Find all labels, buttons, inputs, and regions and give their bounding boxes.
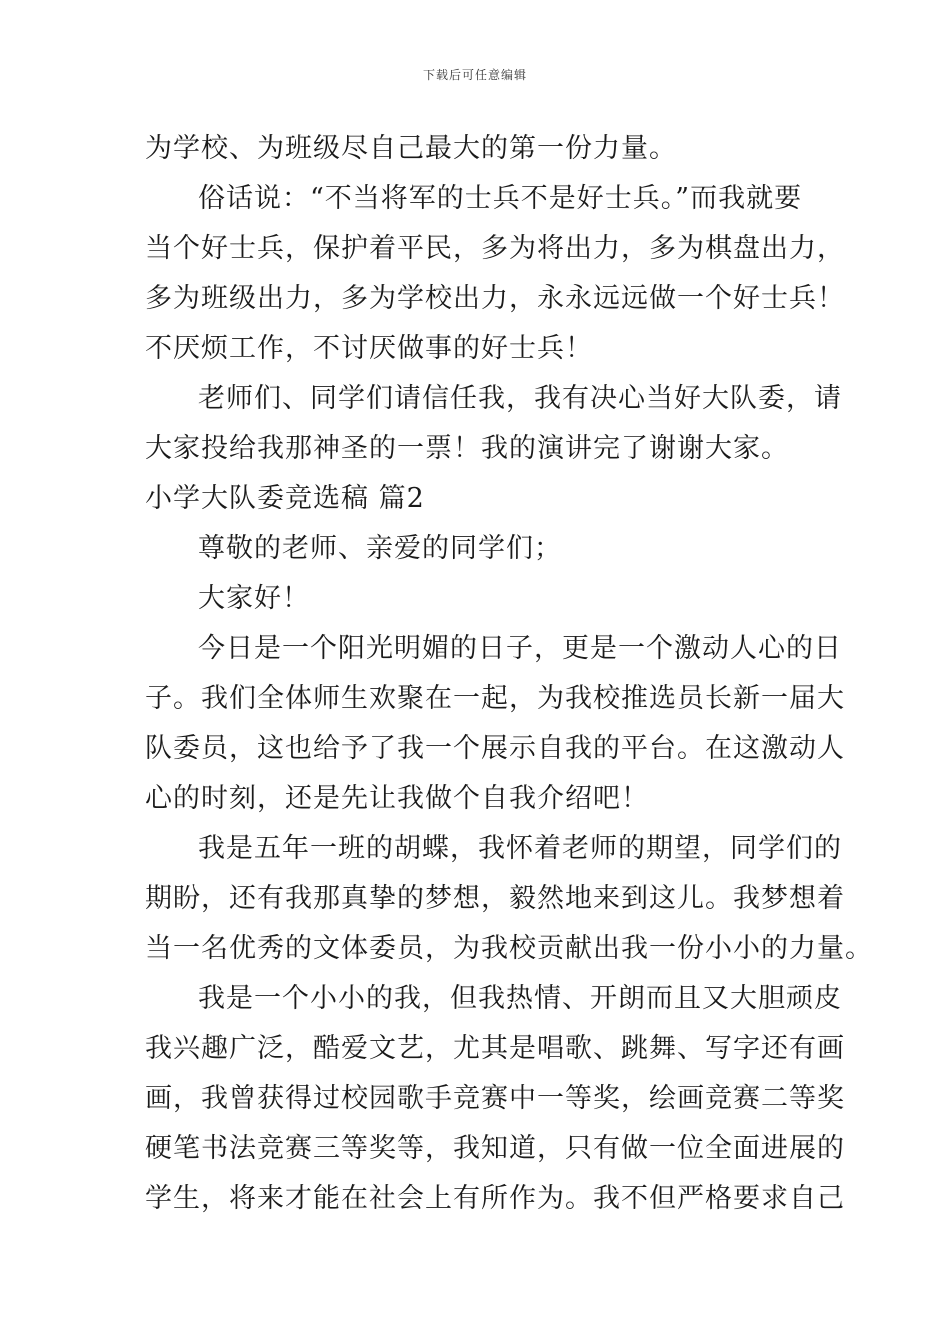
text-line: 当一名优秀的文体委员，为我校贡献出我一份小小的力量。 [145,933,873,964]
text-line: 我是五年一班的胡蝶，我怀着老师的期望，同学们的 [198,833,842,864]
text-line: 硬笔书法竞赛三等奖等，我知道，只有做一位全面进展的 [145,1133,845,1164]
text-line: 今日是一个阳光明媚的日子，更是一个激动人心的日 [198,633,842,664]
text-line: 子。我们全体师生欢聚在一起，为我校推选员长新一届大 [145,683,845,714]
document-body [145,128,873,1228]
page-header-note: 下载后可任意编辑 [422,68,527,82]
text-line: 俗话说：“不当将军的士兵不是好士兵。”而我就要 [198,183,803,214]
text-line: 大家投给我那神圣的一票！我的演讲完了谢谢大家。 [145,433,789,464]
text-line: 心的时刻，还是先让我做个自我介绍吧！ [145,783,649,814]
text-line: 学生，将来才能在社会上有所作为。我不但严格要求自己 [145,1183,845,1214]
text-line: 不厌烦工作，不讨厌做事的好士兵！ [145,333,593,364]
text-line: 队委员，这也给予了我一个展示自我的平台。在这激动人 [145,733,845,764]
section-heading: 小学大队委竞选稿 篇2 [145,483,425,514]
text-line: 我兴趣广泛，酷爱文艺，尤其是唱歌、跳舞、写字还有画 [145,1033,845,1064]
text-line: 多为班级出力，多为学校出力，永永远远做一个好士兵！ [145,283,845,314]
text-line: 大家好！ [198,583,310,614]
text-line: 老师们、同学们请信任我，我有决心当好大队委，请 [198,383,842,414]
text-line: 为学校、为班级尽自己最大的第一份力量。 [145,133,677,164]
text-line: 当个好士兵，保护着平民，多为将出力，多为棋盘出力， [145,233,845,264]
text-line: 期盼，还有我那真挚的梦想，毅然地来到这儿。我梦想着 [145,883,845,914]
text-line: 我是一个小小的我，但我热情、开朗而且又大胆顽皮 [198,983,842,1014]
text-line: 尊敬的老师、亲爱的同学们； [198,533,562,564]
text-line: 画，我曾获得过校园歌手竞赛中一等奖，绘画竞赛二等奖 [145,1083,845,1114]
